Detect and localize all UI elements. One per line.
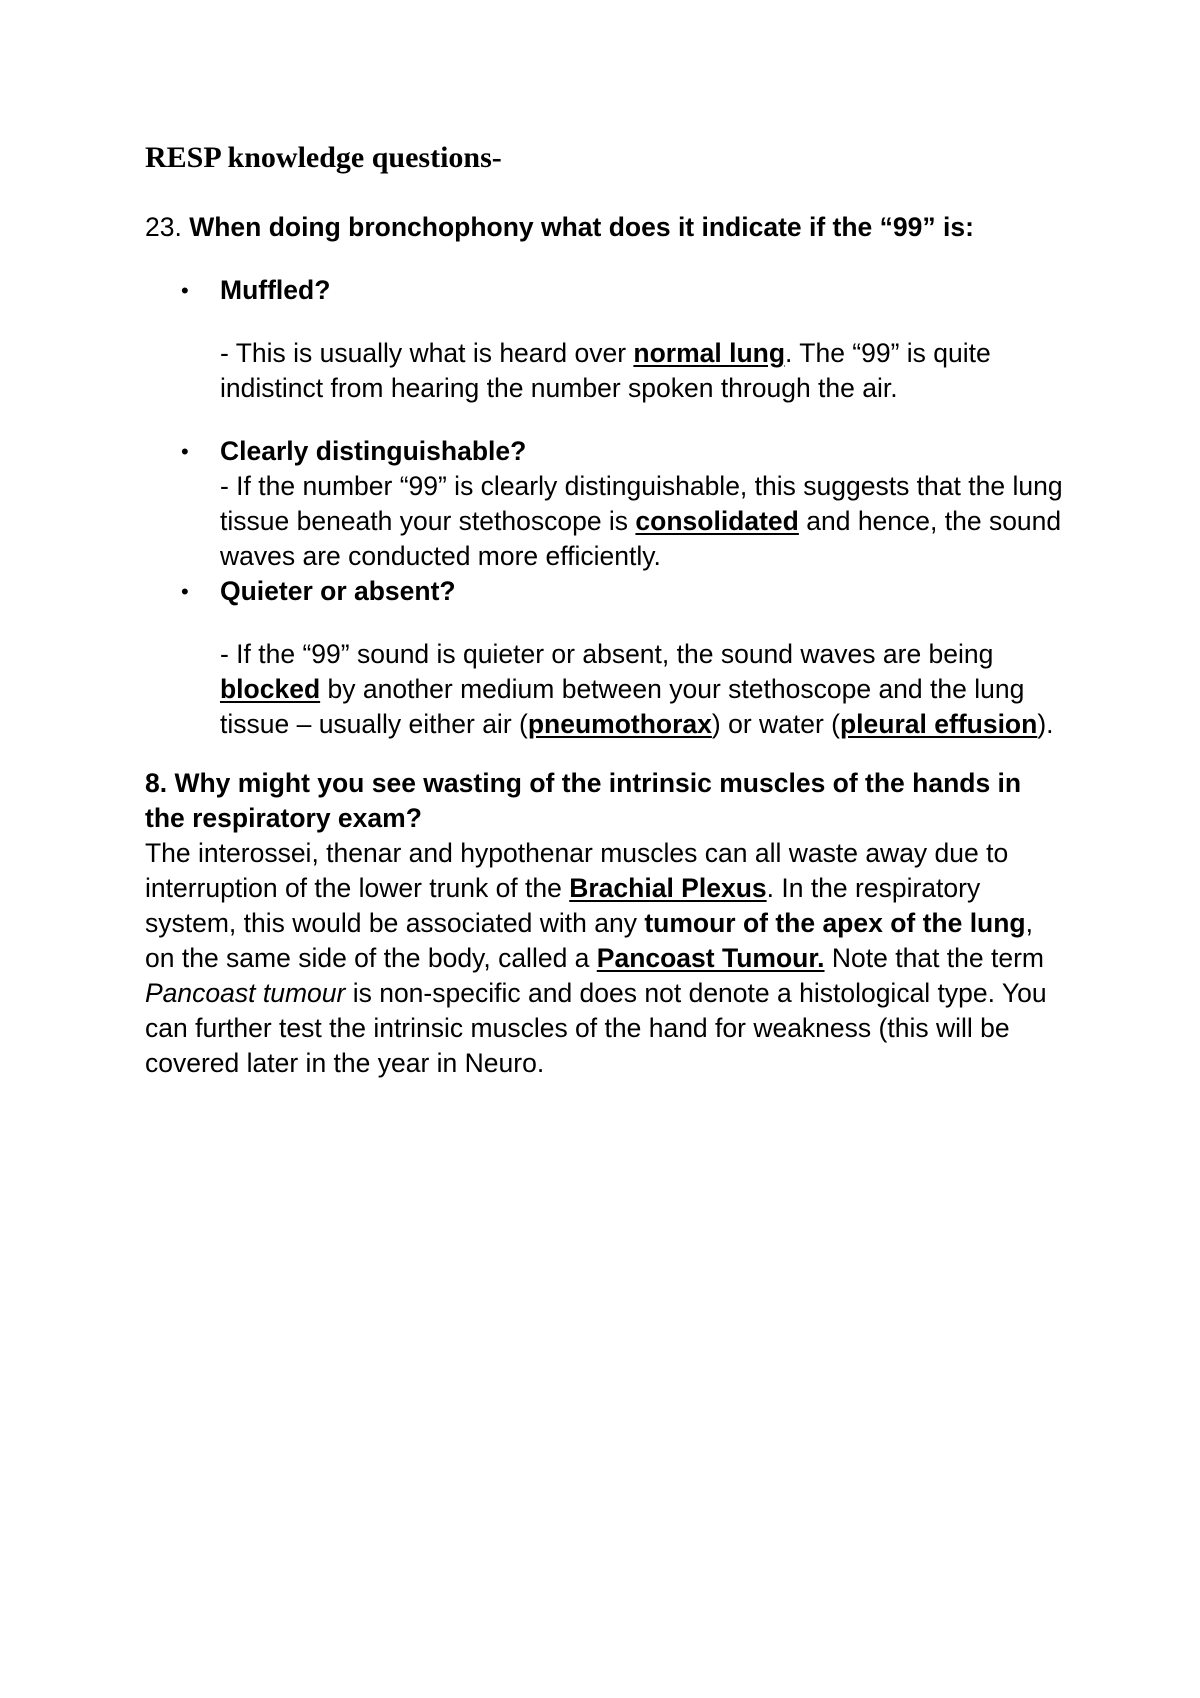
- answer-text: ).: [1037, 709, 1054, 739]
- bullet-icon: •: [181, 579, 189, 604]
- list-item-clearly-distinguishable: [145, 434, 1065, 574]
- bullet-icon: •: [181, 278, 189, 303]
- answer-text: The interossei, thenar and hypothenar muscles can all waste away due to interruption of the lower trunk of the: [145, 838, 1009, 903]
- document-title: RESP knowledge questions-: [145, 141, 502, 174]
- answer-text: - This is usually what is heard over: [220, 338, 634, 368]
- answer-text: . The “99” is quite indistinct from hearing the number spoken through the air.: [220, 338, 991, 403]
- key-term-pleural-effusion: pleural effusion: [840, 709, 1038, 739]
- key-term-consolidated: consolidated: [635, 506, 799, 536]
- bullet-icon: •: [181, 439, 189, 464]
- answer-list: [145, 273, 1065, 742]
- key-term-brachial-plexus: Brachial Plexus: [569, 873, 767, 903]
- bullet-answer: [220, 637, 1065, 742]
- key-term-normal-lung: normal lung: [633, 338, 786, 368]
- answer-text: , on the same side of the body, called a: [145, 908, 1033, 973]
- key-term-blocked: blocked: [220, 674, 321, 704]
- list-item-quieter-or-absent: [145, 574, 1065, 742]
- answer-text: - If the “99” sound is quieter or absent, the sound waves are being: [220, 639, 994, 669]
- question-8-heading: [145, 766, 1065, 836]
- question-8-text: 8. Why might you see wasting of the intrinsic muscles of the hands in the respiratory exam?: [145, 768, 1022, 833]
- question-23-number: 23.: [145, 212, 190, 242]
- question-23: [145, 210, 1065, 245]
- answer-text: is non-specific and does not denote a histological type. You can further test the intrinsic muscles of the hand for weakness (this will be covered later in the year in Neuro.: [145, 978, 1047, 1078]
- key-term-pneumothorax: pneumothorax: [527, 709, 712, 739]
- list-item-muffled: [145, 273, 1065, 406]
- bullet-heading: Muffled?: [220, 275, 331, 305]
- answer-text: - If the number “99” is clearly distinguishable, this suggests that the lung tissue beneath your stethoscope is: [220, 471, 1063, 536]
- key-term-pancoast-tumour: Pancoast Tumour.: [596, 943, 825, 973]
- question-8-answer: [145, 836, 1065, 1081]
- answer-text: ) or water (: [711, 709, 840, 739]
- italic-term-pancoast-tumour: Pancoast tumour: [145, 978, 346, 1008]
- bullet-heading: Clearly distinguishable?: [220, 436, 527, 466]
- bullet-answer: [220, 336, 1065, 406]
- question-23-text: When doing bronchophony what does it indicate if the “99” is:: [189, 212, 974, 242]
- bullet-answer: [220, 469, 1065, 574]
- answer-text: Note that the term: [824, 943, 1044, 973]
- document-page: [145, 140, 1065, 1081]
- answer-text: and hence, the sound waves are conducted more efficiently.: [220, 506, 1062, 571]
- key-term-tumour-apex: tumour of the apex of the lung: [644, 908, 1026, 938]
- answer-text: . In the respiratory system, this would be associated with any: [145, 873, 981, 938]
- bullet-heading: Quieter or absent?: [220, 576, 456, 606]
- answer-text: by another medium between your stethoscope and the lung tissue – usually either air (: [220, 674, 1025, 739]
